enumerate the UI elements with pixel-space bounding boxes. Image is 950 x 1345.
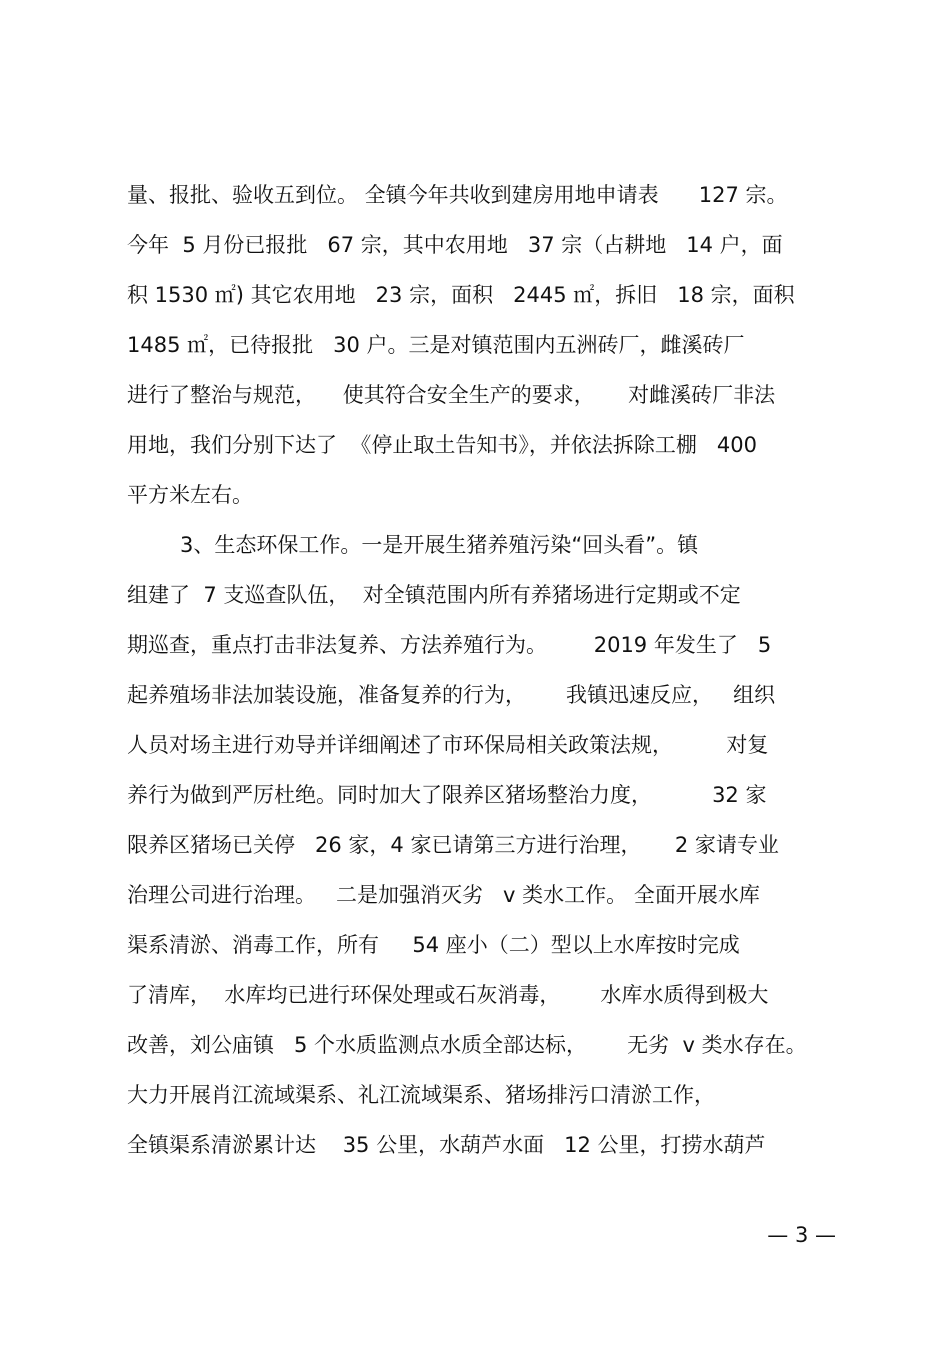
body-text-line: 了清库， 水库均已进行环保处理或石灰消毒， 水库水质得到极大 [127,983,769,1007]
body-text-line: 起养殖场非法加装设施，准备复养的行为， 我镇迅速反应， 组织 [127,683,776,707]
body-text-line: 治理公司进行治理。 二是加强消灭劣 v 类水工作。 全面开展水库 [127,883,760,907]
body-text-line: 渠系清淤、消毒工作，所有 54 座小（二）型以上水库按时完成 [127,933,740,957]
body-text-line: 大力开展肖江流域渠系、礼江流域渠系、猪场排污口清淤工作， [127,1083,715,1107]
body-text-line: 人员对场主进行劝导并详细阐述了市环保局相关政策法规， 对复 [127,733,769,757]
section-heading-line: 3、生态环保工作。一是开展生猪养殖污染“回头看”。镇 [180,533,699,557]
body-text-line: 期巡查，重点打击非法复养、方法养殖行为。 2019 年发生了 5 [127,633,772,657]
body-text-line: 进行了整治与规范， 使其符合安全生产的要求， 对雌溪砖厂非法 [127,383,776,407]
body-text-line: 积 1530 ㎡) 其它农用地 23 宗，面积 2445 ㎡，拆旧 18 宗，面积 [127,283,795,307]
body-text-line: 用地，我们分别下达了 《停止取土告知书》，并依法拆除工棚 400 [127,433,757,457]
body-text-line: 养行为做到严厉杜绝。同时加大了限养区猪场整治力度， 32 家 [127,783,767,807]
body-text-line: 今年 5 月份已报批 67 宗，其中农用地 37 宗（占耕地 14 户，面 [127,233,783,257]
body-text-line: 全镇渠系清淤累计达 35 公里，水葫芦水面 12 公里，打捞水葫芦 [127,1133,766,1157]
body-text-line: 平方米左右。 [127,483,253,507]
body-text-line: 组建了 7 支巡查队伍， 对全镇范围内所有养猪场进行定期或不定 [127,583,741,607]
page-number: — 3 — [767,1223,836,1247]
body-text-line: 限养区猪场已关停 26 家，4 家已请第三方进行治理， 2 家请专业 [127,833,779,857]
body-text-line: 1485 ㎡，已待报批 30 户。三是对镇范围内五洲砖厂，雌溪砖厂 [127,333,745,357]
body-text-line: 量、报批、验收五到位。 全镇今年共收到建房用地申请表 127 宗。 [127,183,788,207]
body-text-line: 改善，刘公庙镇 5 个水质监测点水质全部达标， 无劣 v 类水存在。 [127,1033,807,1057]
